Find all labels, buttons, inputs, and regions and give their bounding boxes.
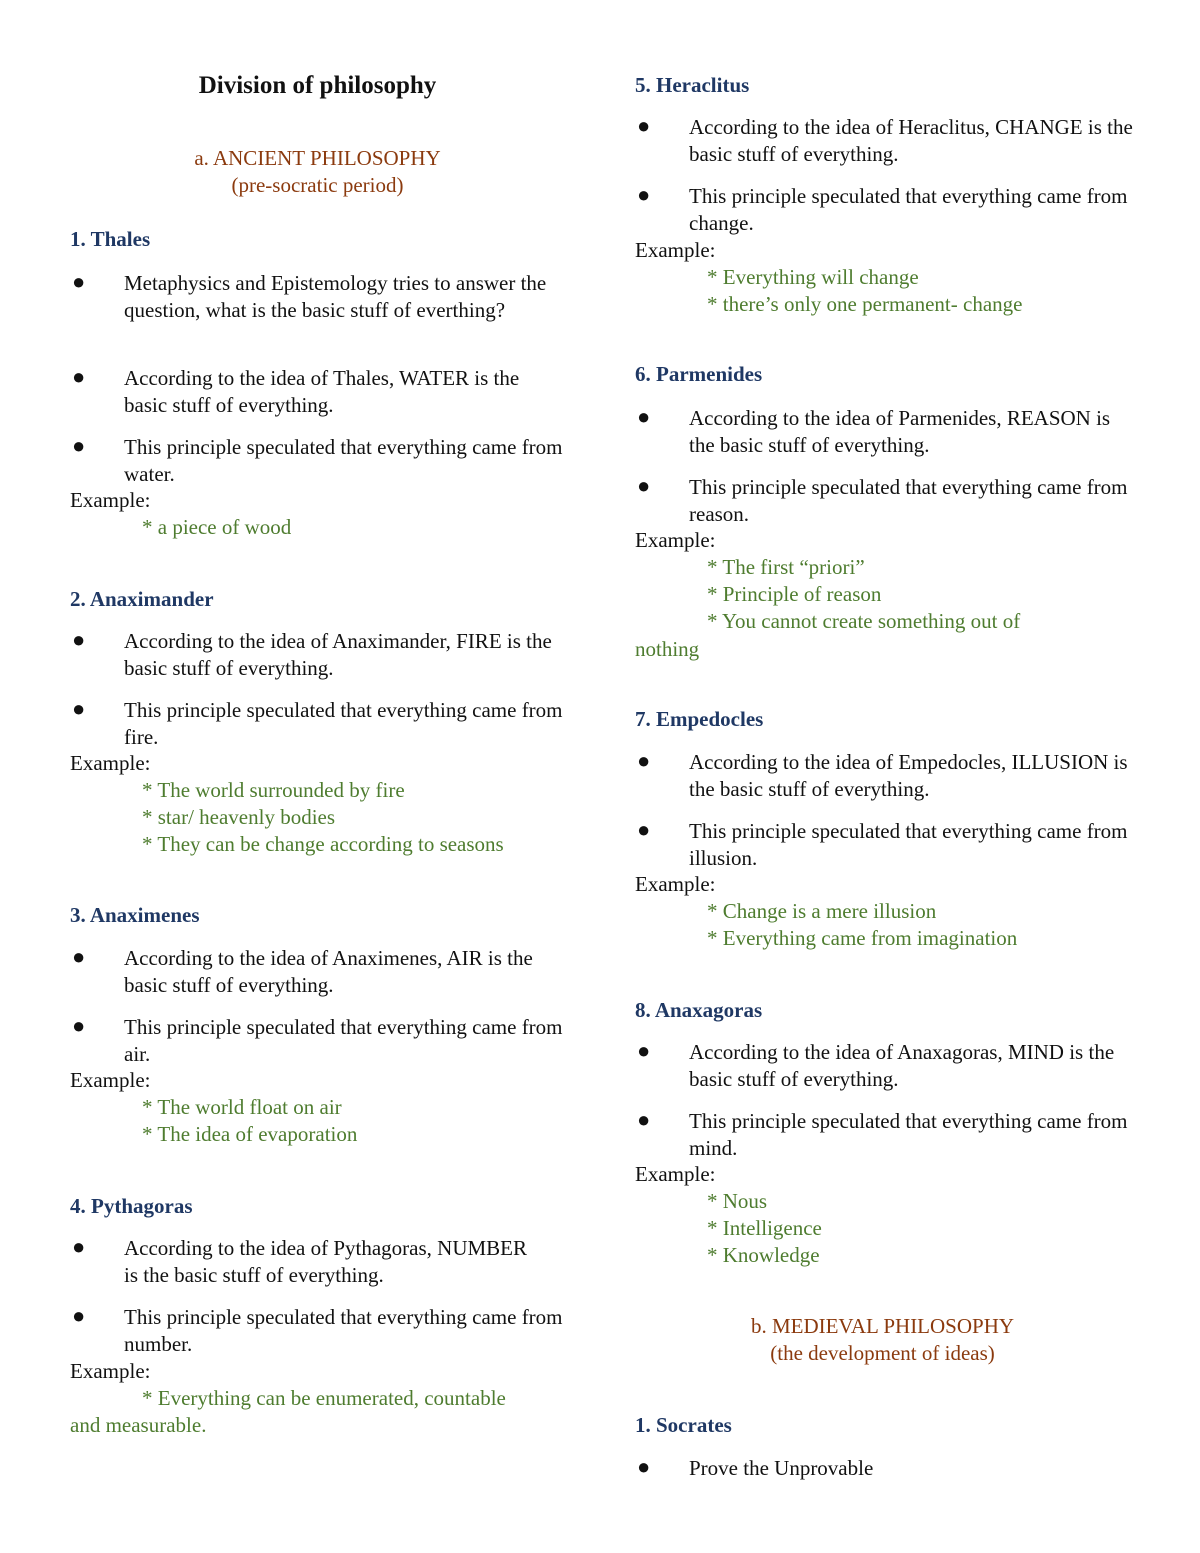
example-item: * there’s only one permanent- change — [707, 292, 1023, 316]
bullet-text: This principle speculated that everything came from fire. — [124, 698, 563, 749]
section-heading-socrates: 1. Socrates — [635, 1413, 732, 1437]
bullet-icon: ● — [72, 1234, 86, 1259]
bullet-text: This principle speculated that everything came from air. — [124, 1015, 563, 1066]
example-item: * a piece of wood — [142, 515, 292, 539]
page-title: Division of philosophy — [198, 72, 437, 99]
section-heading-heraclitus: 5. Heraclitus — [635, 73, 750, 97]
bullet-icon: ● — [637, 748, 651, 773]
bullet-text: According to the idea of Empedocles, ILLUSION is the basic stuff of everything. — [689, 750, 1128, 801]
bullet-icon: ● — [637, 817, 651, 842]
section-heading-empedocles: 7. Empedocles — [635, 707, 764, 731]
bullet-text: This principle speculated that everything came from water. — [124, 435, 563, 486]
section-heading-anaxagoras: 8. Anaxagoras — [635, 998, 763, 1022]
example-item: * You cannot create something out of — [707, 609, 1021, 633]
bullet-icon: ● — [72, 627, 86, 652]
example-label: Example: — [635, 238, 716, 262]
bullet-text: This principle speculated that everything came from change. — [689, 184, 1128, 235]
bullet-text: According to the idea of Parmenides, REASON is the basic stuff of everything. — [689, 406, 1111, 457]
bullet-icon: ● — [637, 113, 651, 138]
bullet-icon: ● — [72, 944, 86, 969]
bullet-text: According to the idea of Thales, WATER is the basic stuff of everything. — [124, 366, 520, 417]
bullet-icon: ● — [72, 1303, 86, 1328]
example-item: * The world float on air — [142, 1095, 342, 1119]
era-label-medieval: b. MEDIEVAL PHILOSOPHY — [750, 1314, 1015, 1338]
era-label-ancient: a. ANCIENT PHILOSOPHY — [194, 146, 441, 170]
bullet-icon: ● — [637, 473, 651, 498]
example-item: * Principle of reason — [707, 582, 882, 606]
example-label: Example: — [635, 528, 716, 552]
bullet-icon: ● — [637, 182, 651, 207]
example-item: * Everything came from imagination — [707, 926, 1018, 950]
example-item: * Knowledge — [707, 1243, 820, 1267]
example-item: * The world surrounded by fire — [142, 778, 405, 802]
example-item: * Nous — [707, 1189, 768, 1213]
bullet-text: This principle speculated that everything came from number. — [124, 1305, 563, 1356]
example-item: * Everything will change — [707, 265, 919, 289]
section-heading-thales: 1. Thales — [70, 227, 151, 251]
bullet-text: This principle speculated that everything came from illusion. — [689, 819, 1128, 870]
section-heading-anaximander: 2. Anaximander — [70, 587, 214, 611]
example-item: * They can be change according to seasons — [142, 832, 504, 856]
bullet-icon: ● — [637, 1107, 651, 1132]
example-item: * Everything can be enumerated, countable — [142, 1386, 506, 1410]
bullet-text: This principle speculated that everything came from mind. — [689, 1109, 1128, 1160]
bullet-text: According to the idea of Anaximenes, AIR is the basic stuff of everything. — [124, 946, 533, 997]
example-label: Example: — [70, 488, 151, 512]
bullet-icon: ● — [637, 1038, 651, 1063]
bullet-text: According to the idea of Anaxagoras, MIND is the basic stuff of everything. — [689, 1040, 1115, 1091]
era-subtitle-ancient: (pre-socratic period) — [231, 173, 404, 197]
bullet-icon: ● — [72, 433, 86, 458]
example-label: Example: — [70, 751, 151, 775]
bullet-text: According to the idea of Pythagoras, NUMBER is the basic stuff of everything. — [124, 1236, 528, 1287]
example-label: Example: — [635, 872, 716, 896]
example-label: Example: — [70, 1359, 151, 1383]
example-item: * The first “priori” — [707, 555, 865, 579]
section-heading-pythagoras: 4. Pythagoras — [70, 1194, 193, 1218]
bullet-text: According to the idea of Heraclitus, CHANGE is the basic stuff of everything. — [689, 115, 1133, 166]
example-label: Example: — [635, 1162, 716, 1186]
bullet-icon: ● — [637, 404, 651, 429]
bullet-icon: ● — [637, 1454, 651, 1479]
example-item: and measurable. — [70, 1413, 207, 1437]
section-heading-parmenides: 6. Parmenides — [635, 362, 763, 386]
bullet-text: Metaphysics and Epistemology tries to answer the question, what is the basic stuff of everthing? — [124, 271, 547, 322]
bullet-icon: ● — [72, 364, 86, 389]
section-heading-anaximenes: 3. Anaximenes — [70, 903, 200, 927]
example-item: * Intelligence — [707, 1216, 822, 1240]
bullet-icon: ● — [72, 1013, 86, 1038]
bullet-text: According to the idea of Anaximander, FIRE is the basic stuff of everything. — [124, 629, 552, 680]
example-item: * The idea of evaporation — [142, 1122, 358, 1146]
example-item: * star/ heavenly bodies — [142, 805, 336, 829]
bullet-icon: ● — [72, 696, 86, 721]
example-item: * Change is a mere illusion — [707, 899, 937, 923]
example-item: nothing — [635, 637, 700, 661]
bullet-text: This principle speculated that everything came from reason. — [689, 475, 1128, 526]
bullet-text: Prove the Unprovable — [689, 1456, 874, 1480]
example-label: Example: — [70, 1068, 151, 1092]
bullet-icon: ● — [72, 269, 86, 294]
era-subtitle-medieval: (the development of ideas) — [770, 1341, 995, 1365]
